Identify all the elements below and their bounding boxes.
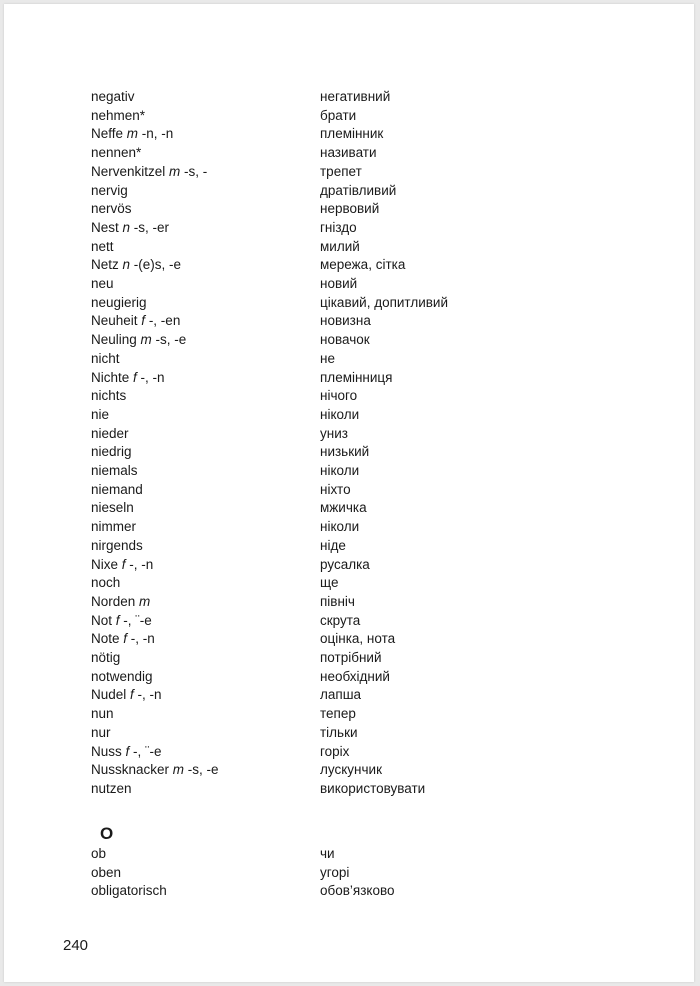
german-word: nichts xyxy=(91,388,127,404)
ukrainian-translation: ніколи xyxy=(320,406,360,422)
ukrainian-translation: горіх xyxy=(320,743,350,759)
dictionary-entry xyxy=(4,612,694,630)
ukrainian-translation: потрібний xyxy=(320,650,382,665)
ukrainian-translation: називати xyxy=(320,145,377,161)
dictionary-entry xyxy=(4,845,694,863)
ukrainian-translation: гніздо xyxy=(320,219,357,235)
ukrainian-translation: чи xyxy=(320,846,335,861)
ukrainian-translation: тепер xyxy=(320,706,356,722)
german-word: nirgends xyxy=(91,537,143,553)
german-word: Netz n -(e)s, -e xyxy=(91,257,182,273)
ukrainian-translation: племінник xyxy=(320,126,384,142)
ukrainian-translation: униз xyxy=(320,425,348,441)
dictionary-entry xyxy=(4,275,694,293)
german-word: obligatorisch xyxy=(91,883,167,899)
ukrainian-translation: використовувати xyxy=(320,780,426,796)
dictionary-entry xyxy=(4,481,694,499)
dictionary-entry xyxy=(4,369,694,387)
german-word: nutzen xyxy=(91,780,132,796)
dictionary-entry xyxy=(4,350,694,368)
german-word: nervös xyxy=(91,201,132,217)
ukrainian-translation: новий xyxy=(320,276,358,291)
dictionary-page xyxy=(4,4,694,982)
german-word: nehmen* xyxy=(91,107,146,123)
dictionary-entry xyxy=(4,574,694,592)
ukrainian-translation: брати xyxy=(320,107,357,123)
ukrainian-translation: милий xyxy=(320,238,360,254)
dictionary-entry xyxy=(4,780,694,798)
dictionary-entry xyxy=(4,649,694,667)
dictionary-entry xyxy=(4,668,694,686)
ukrainian-translation: оцінка, нота xyxy=(320,631,396,647)
dictionary-entry xyxy=(4,537,694,555)
german-word: negativ xyxy=(91,89,135,104)
dictionary-entry xyxy=(4,630,694,648)
german-word: Not f -, ¨-e xyxy=(91,612,152,628)
german-word: neu xyxy=(91,276,114,291)
dictionary-entry xyxy=(4,163,694,181)
german-word: nieseln xyxy=(91,500,134,516)
ukrainian-translation: ніде xyxy=(320,537,346,553)
ukrainian-translation: угорі xyxy=(320,864,350,880)
dictionary-entry xyxy=(4,256,694,274)
german-word: oben xyxy=(91,864,122,880)
dictionary-entry xyxy=(4,462,694,480)
dictionary-entry xyxy=(4,144,694,162)
german-word: nimmer xyxy=(91,519,137,535)
german-word: Nussknacker m -s, -e xyxy=(91,762,219,778)
german-word: Note f -, -n xyxy=(91,631,155,647)
dictionary-entry xyxy=(4,593,694,611)
ukrainian-translation: необхідний xyxy=(320,668,390,684)
dictionary-entry xyxy=(4,761,694,779)
german-word: nervig xyxy=(91,182,128,198)
german-word: notwendig xyxy=(91,668,153,684)
german-word: nett xyxy=(91,238,114,254)
dictionary-entry xyxy=(4,219,694,237)
ukrainian-translation: тільки xyxy=(320,724,358,740)
german-word: neugierig xyxy=(91,294,147,310)
german-word: ob xyxy=(91,846,107,861)
german-word: Nuss f -, ¨-e xyxy=(91,743,162,759)
ukrainian-translation: ще xyxy=(320,575,339,591)
dictionary-entry xyxy=(4,312,694,330)
german-word: niedrig xyxy=(91,444,132,460)
ukrainian-translation: ніколи xyxy=(320,519,360,535)
german-word: Nervenkitzel m -s, - xyxy=(91,163,208,179)
german-word: nennen* xyxy=(91,145,142,161)
ukrainian-translation: русалка xyxy=(320,556,370,572)
german-word: Neuheit f -, -en xyxy=(91,313,181,329)
german-word: nun xyxy=(91,706,114,722)
german-word: noch xyxy=(91,575,121,591)
ukrainian-translation: новизна xyxy=(320,313,371,329)
ukrainian-translation: лускунчик xyxy=(320,762,382,778)
dictionary-entry xyxy=(4,88,694,106)
dictionary-entry xyxy=(4,125,694,143)
dictionary-entry xyxy=(4,443,694,461)
dictionary-entry xyxy=(4,294,694,312)
ukrainian-translation: нервовий xyxy=(320,201,380,217)
dictionary-entry xyxy=(4,705,694,723)
dictionary-entry xyxy=(4,406,694,424)
ukrainian-translation: обов’язково xyxy=(320,883,395,899)
ukrainian-translation: негативний xyxy=(320,89,391,104)
dictionary-entry xyxy=(4,518,694,536)
dictionary-entry xyxy=(4,425,694,443)
german-word: nötig xyxy=(91,650,121,665)
german-word: nicht xyxy=(91,350,120,366)
dictionary-entry xyxy=(4,864,694,882)
german-word: Nudel f -, -n xyxy=(91,687,162,703)
ukrainian-translation: цікавий, допитливий xyxy=(320,294,448,310)
ukrainian-translation: низький xyxy=(320,444,370,460)
dictionary-entry xyxy=(4,724,694,742)
german-word: Neffe m -n, -n xyxy=(91,126,174,142)
ukrainian-translation: не xyxy=(320,350,335,366)
dictionary-entry xyxy=(4,182,694,200)
dictionary-entry xyxy=(4,387,694,405)
german-word: nur xyxy=(91,724,111,740)
ukrainian-translation: дратівливий xyxy=(320,182,397,198)
german-word: Nixe f -, -n xyxy=(91,556,154,572)
ukrainian-translation: нічого xyxy=(320,388,358,404)
german-word: Nest n -s, -er xyxy=(91,219,170,235)
ukrainian-translation: скрута xyxy=(320,612,361,628)
german-word: niemals xyxy=(91,463,138,478)
ukrainian-translation: новачок xyxy=(320,332,370,348)
ukrainian-translation: лапша xyxy=(320,687,362,703)
ukrainian-translation: племінниця xyxy=(320,369,393,385)
ukrainian-translation: північ xyxy=(320,593,355,609)
ukrainian-translation: ніколи xyxy=(320,463,360,478)
dictionary-entry xyxy=(4,882,694,900)
ukrainian-translation: ніхто xyxy=(320,481,351,497)
german-word: nie xyxy=(91,406,110,422)
german-word: Neuling m -s, -e xyxy=(91,332,187,348)
ukrainian-translation: трепет xyxy=(320,163,362,179)
section-letter-heading: O xyxy=(100,824,114,843)
dictionary-entry xyxy=(4,743,694,761)
ukrainian-translation: мережа, сітка xyxy=(320,257,406,273)
dictionary-entry xyxy=(4,331,694,349)
dictionary-entry xyxy=(4,107,694,125)
page-number: 240 xyxy=(63,937,89,954)
german-word: nieder xyxy=(91,425,129,441)
dictionary-entry xyxy=(4,686,694,704)
ukrainian-translation: мжичка xyxy=(320,500,367,516)
dictionary-entry xyxy=(4,238,694,256)
dictionary-entry xyxy=(4,499,694,517)
german-word: Norden m xyxy=(91,593,151,609)
german-word: Nichte f -, -n xyxy=(91,369,165,385)
german-word: niemand xyxy=(91,481,143,497)
dictionary-entry xyxy=(4,556,694,574)
dictionary-entry xyxy=(4,200,694,218)
